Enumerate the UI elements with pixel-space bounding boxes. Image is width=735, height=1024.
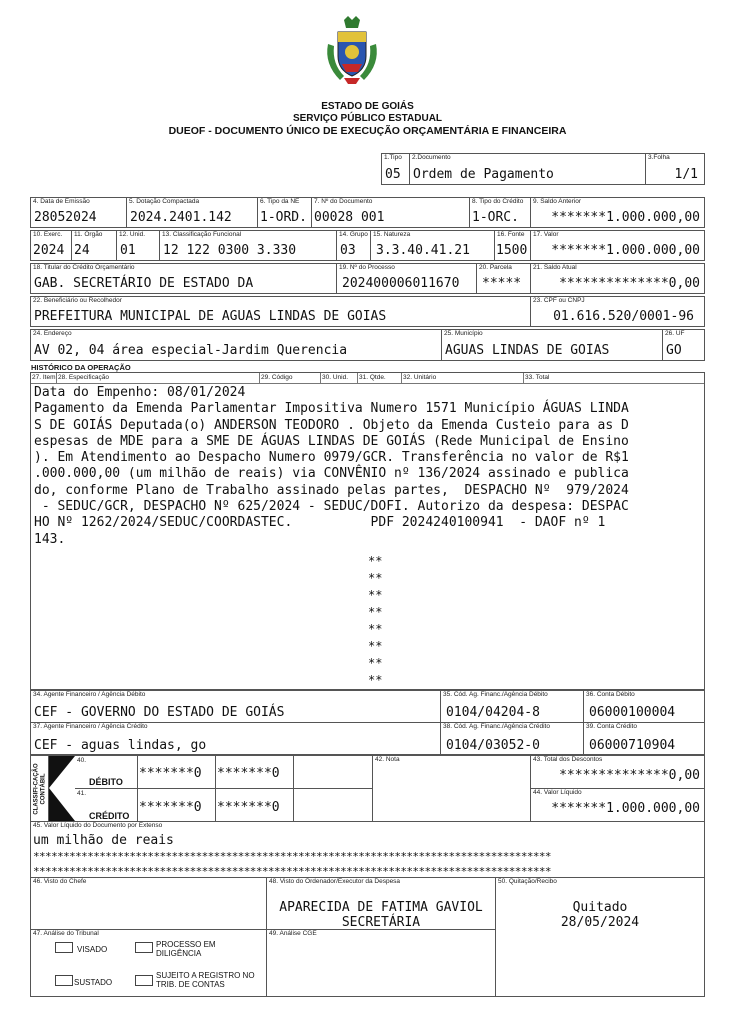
field-tipo-ne: 6. Tipo da NE 1-ORD. [257, 197, 312, 228]
field-folha: 3.Folha 1/1 [645, 153, 705, 185]
field-orgao: 11. Órgão 24 [71, 230, 117, 261]
field-tipo: 1.Tipo 05 [381, 153, 410, 185]
field-classificacao: 13. Classificação Funcional 12 122 0300 3.330 [159, 230, 337, 261]
col-codigo: 29. Código [261, 374, 293, 381]
col-especificacao: 28. Especificação [58, 374, 109, 381]
field-exerc: 10. Exerc. 2024 [30, 230, 72, 261]
historico-box [30, 372, 705, 690]
quitado-text: Quitado [572, 900, 628, 915]
field-fonte: 16. Fonte 1500 [494, 230, 531, 261]
credito-label: CRÉDITO [89, 811, 130, 821]
field-analise-cge: 49. Análise CGE [266, 929, 496, 997]
visado-checkbox[interactable] [55, 942, 73, 953]
field-data-emissao: 4. Data de Emissão 28052024 [30, 197, 127, 228]
field-visto-ordenador: 48. Visto do Ordenador/Executor da Despesa APARECIDA DE FATIMA GAVIOL SECRETÁRIA [266, 877, 496, 930]
col-qtde: 31. Qtde. [359, 374, 386, 381]
state-name: ESTADO DE GOIÁS [321, 101, 414, 112]
historico-text: Data do Empenho: 08/01/2024 Pagamento da Emenda Parlamentar Impositiva Numero 1571 Município ÁGUAS LINDA S DE GOIÁS Deputada(o) ANDERSON TEODORO . Objeto da Emenda Custeio para as D espesas de MDE para a SME DE ÁGUAS LINDAS DE GOIÁS (Rede Municipal de Ensino ). Em Atendimento ao Despacho Numero 0979/GCR. Transferência no valor de R$1 .000.000,00 (um milhão de reais) via CONVÊNIO nº 136/2024 assinado e publica do, conforme Plano de Trabalho assinado pelas partes, DESPACHO Nº 979/2024 - SEDUC/GCR, DESPACHO Nº 625/2024 - SEDUC/DOFI. Autorizo da despesa: DESPAC HO Nº 1262/2024/SEDUC/COORDASTEC. PDF 2024240100941 - DAOF nº 1 143. [34, 385, 629, 547]
field-total-descontos: 43. Total dos Descontos **************0,00 [530, 755, 705, 789]
field-analise-tribunal: 47. Análise do Tribunal VISADO PROCESSO EM DILIGÊNCIA SUSTADO SUJEITO A REGISTRO NO TRIB. DE CONTAS [30, 929, 267, 997]
field-uf: 26. UF GO [662, 329, 705, 361]
field-agente-credito: 37. Agente Financeiro / Agência Crédito CEF - aguas lindas, go [30, 722, 441, 755]
field-cod-ag-credito: 38. Cód. Ag. Financ./Agência Crédito 0104/03052-0 [440, 722, 584, 755]
debito-valor-2: *******0 [217, 766, 280, 781]
debit-credit-marker-2 [49, 788, 75, 821]
field-num-doc: 7. Nº do Documento 00028 001 [311, 197, 470, 228]
debito-valor-1: *******0 [139, 766, 202, 781]
col-unid: 30. Unid. [322, 374, 349, 381]
field-conta-credito: 39. Conta Crédito 06000710904 [583, 722, 705, 755]
field-agente-debito: 34. Agente Financeiro / Agência Débito CEF - GOVERNO DO ESTADO DE GOIÁS [30, 690, 441, 723]
field-conta-debito: 36. Conta Débito 06000100004 [583, 690, 705, 723]
field-cpf-cnpj: 23. CPF ou CNPJ 01.616.520/0001-96 [530, 296, 705, 327]
credito-valor-1: *******0 [139, 800, 202, 815]
sujeito-registro-checkbox[interactable] [135, 975, 153, 986]
credito-valor-2: *******0 [217, 800, 280, 815]
quitado-date: 28/05/2024 [560, 915, 640, 930]
field-valor-extenso: 45. Valor Líquido do Documento por Extenso um milhão de reais ************************************************************************************** ************************************************************************************** [30, 821, 705, 878]
section-historico: HISTÓRICO DA OPERAÇÃO [31, 363, 131, 372]
field-valor: 17. Valor *******1.000.000,00 [530, 230, 705, 261]
state-coat-of-arms [322, 14, 382, 86]
col-unitario: 32. Unitário [403, 374, 437, 381]
field-valor-liquido: 44. Valor Líquido *******1.000.000,00 [530, 788, 705, 822]
field-tipo-credito: 8. Tipo do Crédito 1-ORC. [469, 197, 531, 228]
field-municipio: 25. Município AGUAS LINDAS DE GOIAS [441, 329, 663, 361]
field-saldo-atual: 21. Saldo Atual **************0,00 [530, 263, 705, 294]
extenso-stars-2: ************************************************************************************** [33, 865, 551, 878]
field-nota: 42. Nota [372, 755, 531, 822]
sustado-checkbox[interactable] [55, 975, 73, 986]
field-unid: 12. Unid. 01 [116, 230, 160, 261]
field-dotacao: 5. Dotação Compactada 2024.2401.142 [126, 197, 258, 228]
field-grupo: 14. Grupo 03 [336, 230, 371, 261]
debit-credit-marker [49, 756, 75, 788]
field-endereco: 24. Endereço AV 02, 04 área especial-Jardim Querencia [30, 329, 442, 361]
field-natureza: 15. Natureza 3.3.40.41.21 [370, 230, 495, 261]
classificacao-side-label: CLASSIFI-CAÇÃO CONTÁBIL [31, 756, 49, 821]
field-quitacao: 50. Quitação/Recibo Quitado 28/05/2024 [495, 877, 705, 997]
field-cod-ag-debito: 35. Cód. Ag. Financ./Agência Débito 0104/04204-8 [440, 690, 584, 723]
document-title: DUEOF - DOCUMENTO ÚNICO DE EXECUÇÃO ORÇAMENTÁRIA E FINANCEIRA [168, 125, 567, 137]
processo-diligencia-checkbox[interactable] [135, 942, 153, 953]
field-beneficiario: 22. Beneficiário ou Recolhedor PREFEITURA MUNICIPAL DE AGUAS LINDAS DE GOIAS [30, 296, 531, 327]
field-processo: 19. Nº do Processo 202400006011670 [336, 263, 477, 294]
col-item: 27. Item [32, 374, 56, 381]
field-documento: 2.Documento Ordem de Pagamento [409, 153, 646, 185]
debito-label: DÉBITO [89, 777, 123, 787]
field-saldo-anterior: 9. Saldo Anterior *******1.000.000,00 [530, 197, 705, 228]
classificacao-block: CLASSIFI-CAÇÃO CONTÁBIL 40. DÉBITO 41. CRÉDITO *******0 *******0 *******0 *******0 [30, 755, 373, 822]
field-visto-chefe: 46. Visto do Chefe [30, 877, 267, 930]
field-titular: 18. Titular do Crédito Orçamentário GAB. SECRETÁRIO DE ESTADO DA [30, 263, 337, 294]
service-name: SERVIÇO PÚBLICO ESTADUAL [292, 113, 443, 124]
extenso-stars-1: ************************************************************************************** [33, 850, 551, 863]
field-parcela: 20. Parcela ***** [476, 263, 531, 294]
col-total: 33. Total [525, 374, 550, 381]
historico-stars: ** ** ** ** ** ** ** ** [368, 554, 383, 687]
